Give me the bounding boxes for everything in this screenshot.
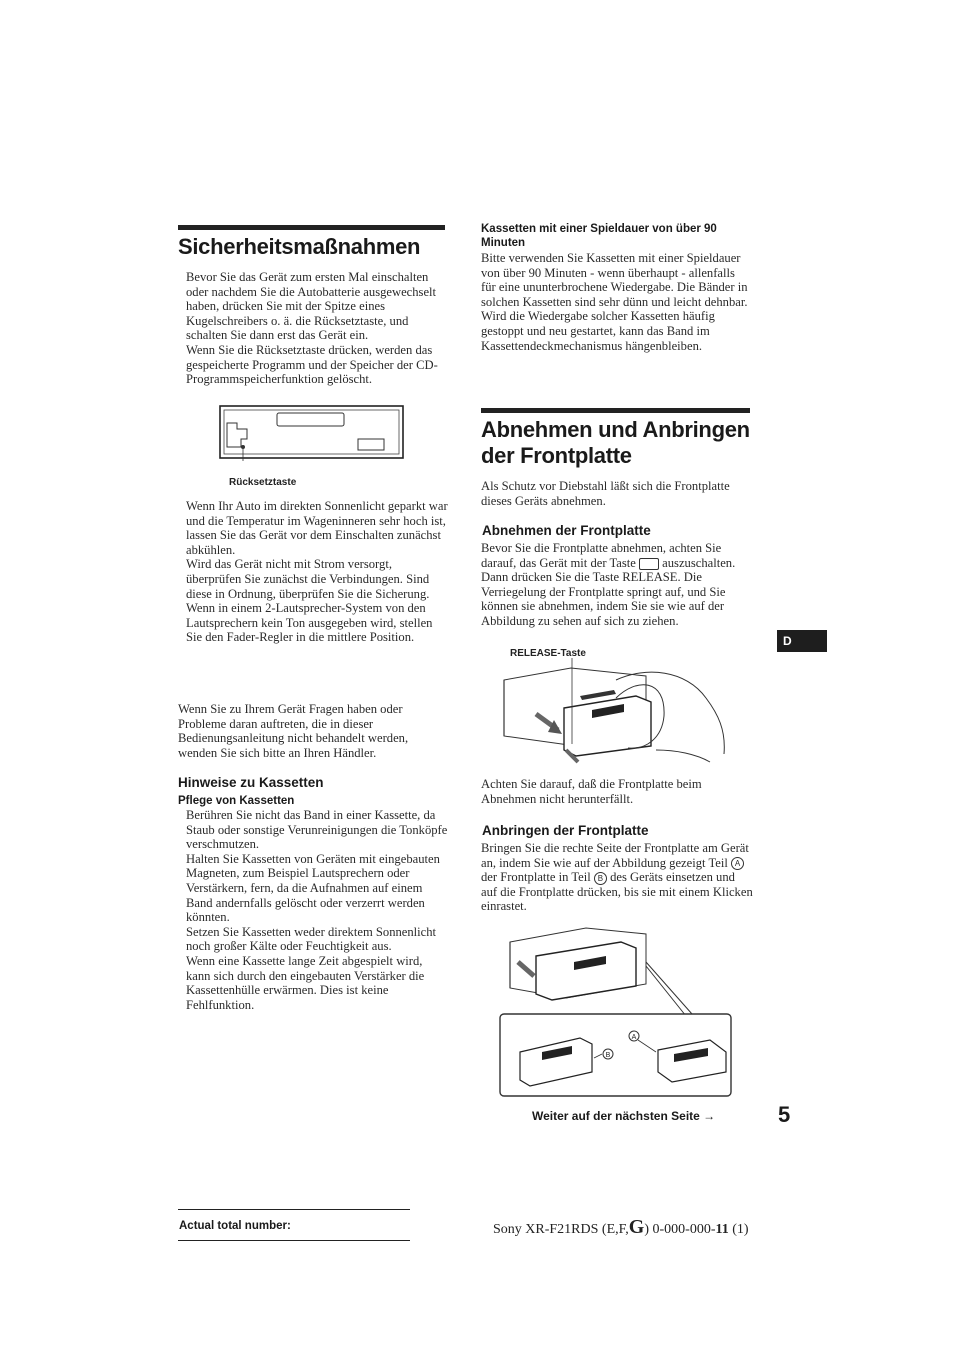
paragraph: Setzen Sie Kassetten weder direktem Sonnenlicht noch großer Kälte oder Feuchtigkeit aus. <box>186 924 437 954</box>
paragraph: Wenn Ihr Auto im direkten Sonnenlicht geparkt war und die Temperatur im Wageninneren sehr hoch ist, lassen Sie das Gerät vor dem Einschalten zunächst abkühlen. <box>186 499 448 557</box>
page-number: 5 <box>778 1102 791 1127</box>
off-key-icon <box>639 558 659 570</box>
text-block <box>481 841 753 914</box>
actual-total-label: Actual total number: <box>179 1220 291 1232</box>
text-block <box>481 541 753 629</box>
paragraph: Wenn in einem 2-Lautsprecher-System von den Lautsprechern kein Ton ausgegeben wird, stellen Sie den Fader-Regler in die mittlere Position. <box>186 601 433 645</box>
text-block <box>186 499 448 645</box>
heading-rule <box>481 408 750 413</box>
model-part-bold: 11 <box>715 1222 729 1237</box>
continue-link[interactable]: Weiter auf der nächsten Seite → <box>532 1109 716 1123</box>
paragraph-part: auszuschalten. Dann drücken Sie die Taste RELEASE. Die Verriegelung der Frontplatte springt auf, und Sie können sie abnehmen, indem Sie sie wie auf der Abbildung zu sehen auf sich zu ziehen. <box>481 555 736 628</box>
section-title-sicherheit: Sicherheitsmaßnahmen <box>178 234 421 259</box>
paragraph: Wenn Sie die Rücksetztaste drücken, werden das gespeicherte Programm und der Speicher der CD-Programmspeicherfunktion gelöscht. <box>186 342 438 387</box>
paragraph: Bitte verwenden Sie Kassetten mit einer Spieldauer von über 90 Minuten - wenn überhaupt - allenfalls für eine ununterbrochene Wiedergabe. Die Bänder in solchen Kassetten sind sehr dünn und leicht dehnbar. Wird die Wiedergabe solcher Kassetten häufig gestoppt und neu gestartet, kann das Band im Kassettendeckmechanismus hängenbleiben. <box>481 251 748 353</box>
paragraph-part: Bringen Sie die rechte Seite der Frontplatte am Gerät an, indem Sie wie auf der Abbildung gezeigt Teil <box>481 841 749 870</box>
reset-button-diagram <box>219 405 405 461</box>
text-block <box>186 270 448 387</box>
paragraph: Wenn Sie zu Ihrem Gerät Fragen haben oder Probleme daran auftreten, die in dieser Bedienungsanleitung nicht behandelt werden, wenden Sie sich bitte an Ihren Händler. <box>178 702 409 760</box>
marker-a-icon: A <box>731 857 744 870</box>
svg-text:B: B <box>605 1052 611 1059</box>
remove-faceplate-illustration <box>496 658 736 768</box>
paragraph-part: der Frontplatte in Teil <box>481 870 591 885</box>
subheading-abnehmen: Abnehmen der Frontplatte <box>482 523 651 538</box>
paragraph: Wird das Gerät nicht mit Strom versorgt, überprüfen Sie zunächst die Verbindungen. Sind diese in Ordnung, überprüfen Sie die Sicherung. <box>186 557 430 601</box>
paragraph-part: Bevor Sie die Frontplatte abnehmen, achten Sie darauf, das Gerät mit der Taste <box>481 541 722 570</box>
paragraph-part: des Geräts einsetzen und auf die Frontplatte drücken, bis sie mit einem Klicken einrastet. <box>481 870 753 914</box>
paragraph: Als Schutz vor Diebstahl läßt sich die Frontplatte dieses Geräts abnehmen. <box>481 479 730 508</box>
language-tab-label: D <box>783 634 792 648</box>
subheading-90-minuten: Kassetten mit einer Spieldauer von über 90 Minuten <box>481 223 717 249</box>
model-part: (1) <box>728 1222 749 1237</box>
model-info <box>493 1216 749 1239</box>
model-region-g: G <box>628 1216 645 1238</box>
figure-label-release: RELEASE-Taste <box>510 648 586 659</box>
heading-rule <box>178 225 445 230</box>
section-title-frontplatte: Abnehmen und Anbringen der Frontplatte <box>481 417 750 468</box>
paragraph: Wenn eine Kassette lange Zeit abgespielt wird, kann sich durch den eingebauten Verstärker die Kassettenhülle erwärmen. Dies ist keine Fehlfunktion. <box>186 953 425 1012</box>
model-part: Sony XR-F21RDS (E,F, <box>493 1222 629 1237</box>
footer-rule-bottom <box>178 1240 410 1241</box>
marker-b-icon: B <box>594 872 607 885</box>
attach-faceplate-illustration <box>496 922 736 1100</box>
paragraph: Achten Sie darauf, daß die Frontplatte beim Abnehmen nicht herunterfällt. <box>481 777 702 806</box>
subheading-anbringen: Anbringen der Frontplatte <box>482 823 649 838</box>
paragraph: Bevor Sie das Gerät zum ersten Mal einschalten oder nachdem Sie die Autobatterie ausgewechselt haben, drücken Sie mit der Spitze eines Kugelschreibers o. ä. die Rücksetztaste, und schalten Sie dann erst das Gerät ein. <box>186 270 437 343</box>
paragraph: Berühren Sie nicht das Band in einer Kassette, da Staub oder sonstige Verunreinigungen die Tonköpfe verschmutzen. <box>186 808 448 852</box>
subheading-pflege: Pflege von Kassetten <box>178 795 295 807</box>
svg-text:A: A <box>631 1034 637 1041</box>
subheading-hinweise-kassetten: Hinweise zu Kassetten <box>178 775 324 790</box>
figure-label-ruecksetztaste: Rücksetztaste <box>229 477 297 488</box>
text-block <box>186 808 448 1012</box>
language-tab <box>777 630 827 652</box>
footer-rule-top <box>178 1209 410 1210</box>
model-part: ) 0-000-000- <box>644 1222 716 1237</box>
paragraph: Halten Sie Kassetten von Geräten mit eingebauten Magneten, zum Beispiel Lautsprechern oder Verstärkern, fern, da die Aufnahmen auf einem Band andernfalls gelöscht oder verzerrt werden könnten. <box>186 851 440 925</box>
